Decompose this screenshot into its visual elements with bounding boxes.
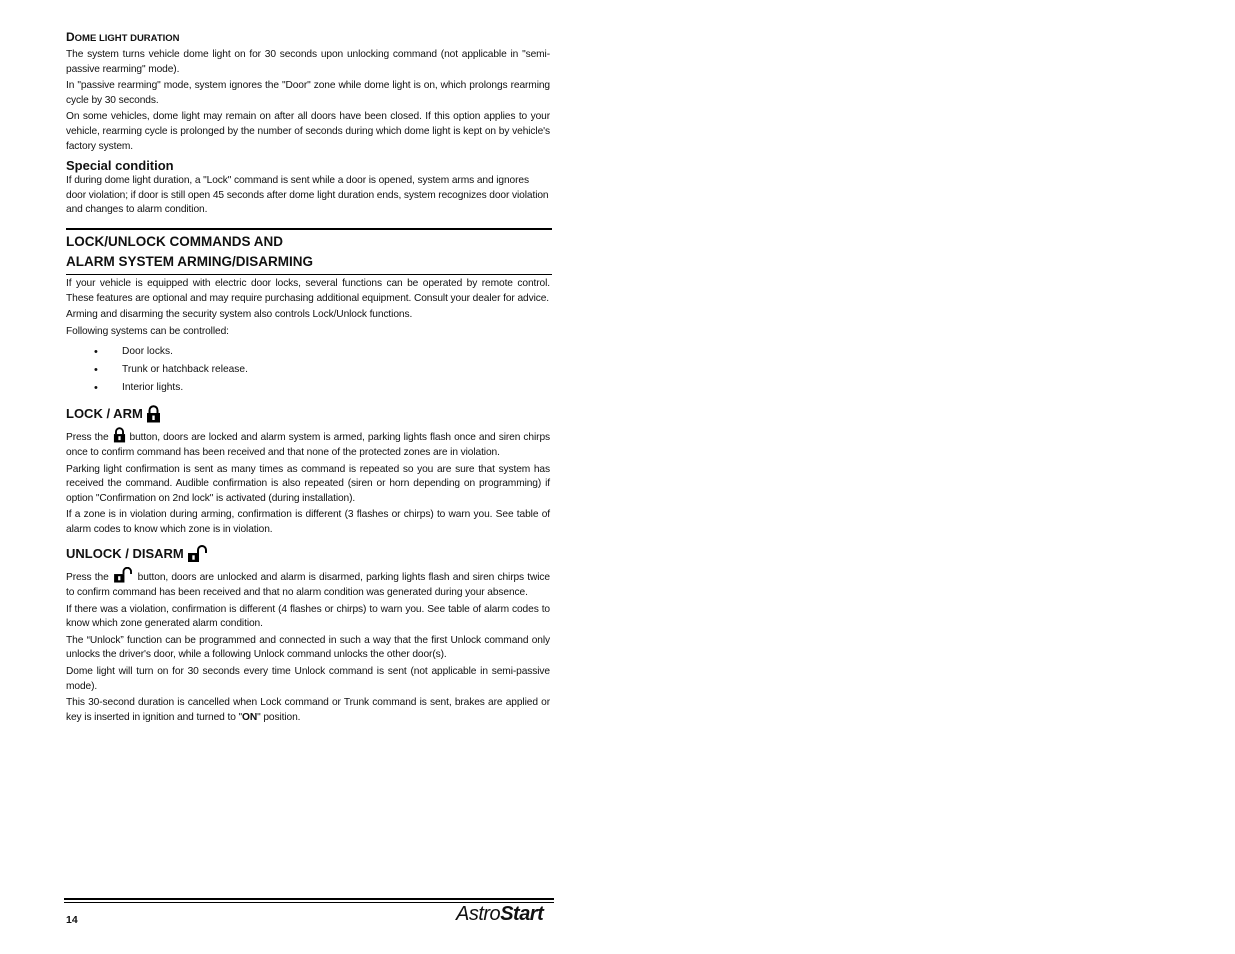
- unlock-paragraph-4: Dome light will turn on for 30 seconds every time Unlock command is sent (not applicable in semi-passive mode).: [66, 666, 550, 692]
- logo-start: Start: [500, 903, 544, 925]
- lock-arm-paragraph-1: [66, 427, 550, 460]
- lock-arm-title: LOCK / ARM: [66, 406, 143, 422]
- on-position-label: ON: [242, 711, 258, 723]
- unlock-paragraph-2: If there was a violation, confirmation is different (4 flashes or chirps) to warn you. See table of alarm codes to know which zone generated alarm condition.: [66, 603, 550, 630]
- astrostart-logo: [456, 903, 543, 926]
- lock-arm-press: Press the: [66, 432, 109, 444]
- dome-paragraph-1: The system turns vehicle dome light on for 30 seconds upon unlocking command (not applicable in "semi-passive rearming" mode).: [66, 49, 550, 75]
- controlled-systems-list: [66, 343, 550, 397]
- unlock-disarm-heading: [66, 545, 550, 563]
- list-item: • Interior lights.: [66, 379, 550, 397]
- footer-rule-thick: [64, 898, 554, 900]
- heading-rest: OME LIGHT DURATION: [74, 33, 180, 44]
- lock-arm-heading: [66, 405, 550, 423]
- dome-light-heading: [66, 30, 550, 44]
- section-title-line-2: ALARM SYSTEM ARMING/DISARMING: [66, 253, 313, 269]
- list-item: • Door locks.: [66, 343, 550, 361]
- unlock-paragraph-3: The “Unlock” function can be programmed and connected in such a way that the first Unlock command only unlocks the driver's door, while a following Unlock command unlocks the other door(s).: [66, 634, 550, 661]
- lock-open-icon: [113, 567, 134, 583]
- unlock-after: button, doors are unlocked and alarm is disarmed, parking lights flash and siren chirps twice to confirm command has been received and that no alarm condition was generated during your absence.: [66, 572, 550, 599]
- lock-intro-2: Arming and disarming the security system also controls Lock/Unlock functions.: [66, 309, 413, 321]
- lock-closed-icon: [113, 427, 126, 443]
- unlock-disarm-title: UNLOCK / DISARM: [66, 546, 184, 562]
- page-number: 14: [66, 914, 78, 926]
- lock-intro-1: If your vehicle is equipped with electric door locks, several functions can be operated by remote control. These features are optional and may require purchasing additional equipment. Consult your dealer for advice.: [66, 277, 550, 304]
- unlock-p5-before: This 30-second duration is cancelled when Lock command or Trunk command is sent, brakes are applied or key is inserted in ignition and turned to ": [66, 697, 550, 723]
- unlock-paragraph-5: [66, 696, 550, 725]
- special-condition-heading: Special condition: [66, 158, 174, 174]
- dome-paragraph-3: On some vehicles, dome light may remain on after all doors have been closed. If this option applies to your vehicle, rearming cycle is prolonged by the number of seconds during which dome light is kept on by vehicle's factory system.: [66, 111, 550, 152]
- lock-open-icon: [187, 545, 209, 563]
- unlock-press: Press the: [66, 572, 109, 584]
- heading-initial: D: [66, 30, 75, 44]
- dome-paragraph-2: In "passive rearming" mode, system ignores the "Door" zone while dome light is on, which prolongs rearming cycle by 30 seconds.: [66, 80, 550, 106]
- lock-intro-3: Following systems can be controlled:: [66, 325, 229, 337]
- list-item: • Trunk or hatchback release.: [66, 361, 550, 379]
- manual-page: [66, 30, 550, 725]
- special-condition-text: If during dome light duration, a "Lock" command is sent while a door is opened, system arms and ignores door violation; if door is still open 45 seconds after dome light duration ends, system recognizes door violation and changes to alarm condition.: [66, 175, 549, 216]
- lock-arm-after: button, doors are locked and alarm system is armed, parking lights flash once and siren chirps once to confirm command has been received and that none of the protected zones are in violation.: [66, 432, 550, 458]
- lock-arm-paragraph-3: If a zone is in violation during arming, confirmation is different (3 flashes or chirps) to warn you. See table of alarm codes to know which zone is in violation.: [66, 509, 550, 535]
- lock-arm-paragraph-2: Parking light confirmation is sent as many times as command is repeated so you are sure that system has received the command. Audible confirmation is also repeated (siren or horn depending on programming) if option "Confirmation on 2nd lock" is activated (during installation).: [66, 463, 550, 504]
- section-title-line-1: LOCK/UNLOCK COMMANDS AND: [66, 233, 283, 249]
- unlock-paragraph-1: [66, 567, 550, 600]
- logo-astro: Astro: [456, 903, 501, 925]
- unlock-p5-after: " position.: [257, 711, 301, 723]
- section-title-lock-unlock: [66, 228, 552, 275]
- lock-closed-icon: [146, 405, 161, 423]
